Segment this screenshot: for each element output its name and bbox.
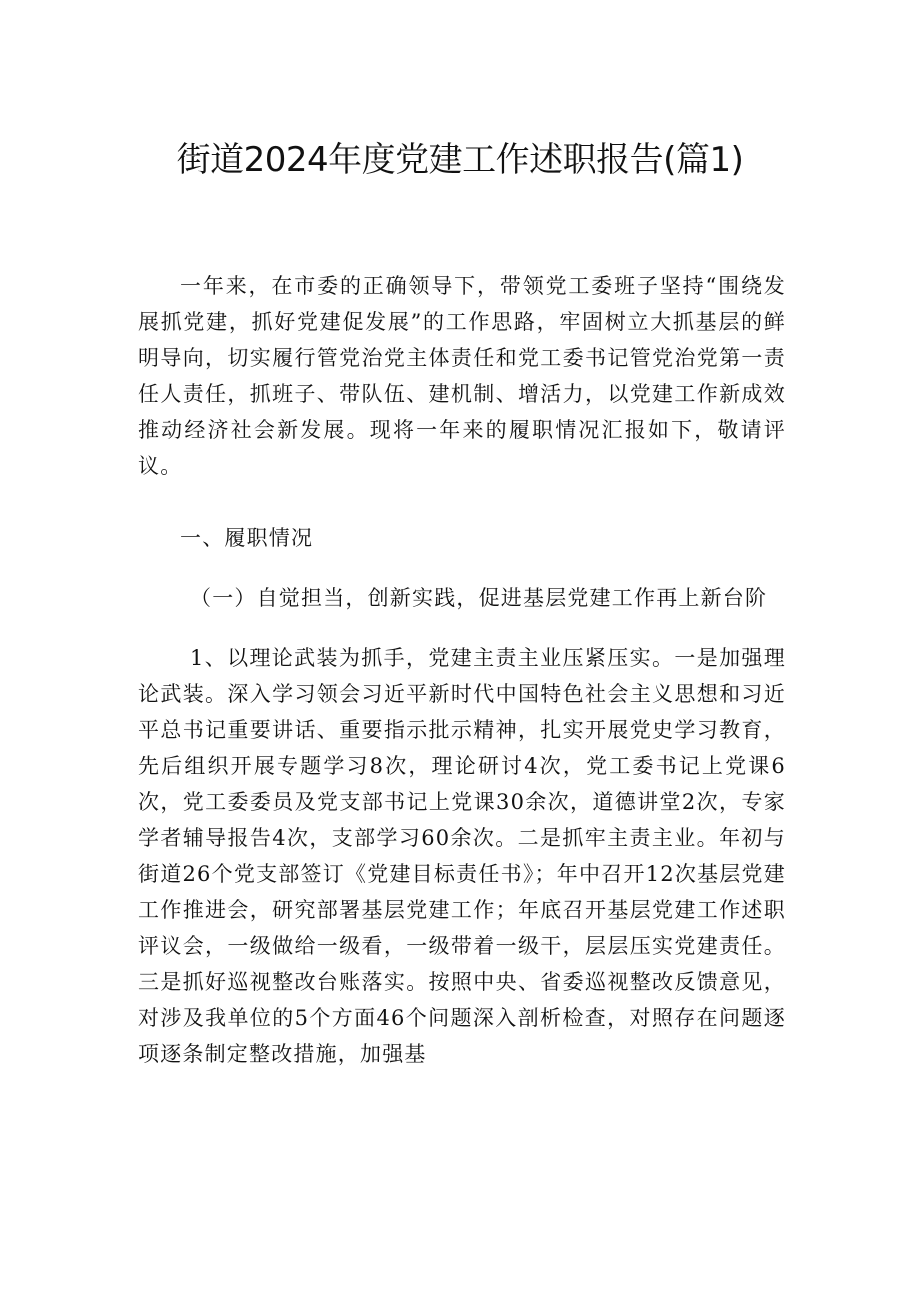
section-heading: 一、履职情况 [180,526,314,550]
document-title: 街道2024年度党建工作述职报告(篇1) [176,140,744,180]
intro-paragraph: 一年来，在市委的正确领导下，带领党工委班子坚持“围绕发展抓党建，抓好党建促发展”的工作思路，牢固树立大抓基层的鲜明导向，切实履行管党治党主体责任和党工委书记管党治党第一责任人责任，抓班子、带队伍、建机制、增活力，以党建工作新成效推动经济社会新发展。现将一年来的履职情况汇报如下，敬请评议。 [138,274,786,478]
body-paragraph: 1、以理论武装为抓手，党建主责主业压紧压实。一是加强理论武装。深入学习领会习近平新时代中国特色社会主义思想和习近平总书记重要讲话、重要指示批示精神，扎实开展党史学习教育，先后组织开展专题学习8次，理论研讨4次，党工委书记上党课6次，党工委委员及党支部书记上党课30余次，道德讲堂2次，专家学者辅导报告4次，支部学习60余次。二是抓牢主责主业。年初与街道26个党支部签订《党建目标责任书》；年中召开12次基层党建工作推进会，研究部署基层党建工作；年底召开基层党建工作述职评议会，一级做给一级看，一级带着一级干，层层压实党建责任。三是抓好巡视整改台账落实。按照中央、省委巡视整改反馈意见，对涉及我单位的5个方面46个问题深入剖析检查，对照存在问题逐项逐条制定整改措施，加强基 [138,646,786,1066]
subsection-heading: （一）自觉担当，创新实践，促进基层党建工作再上新台阶 [190,586,768,610]
document-body [138,268,786,1072]
